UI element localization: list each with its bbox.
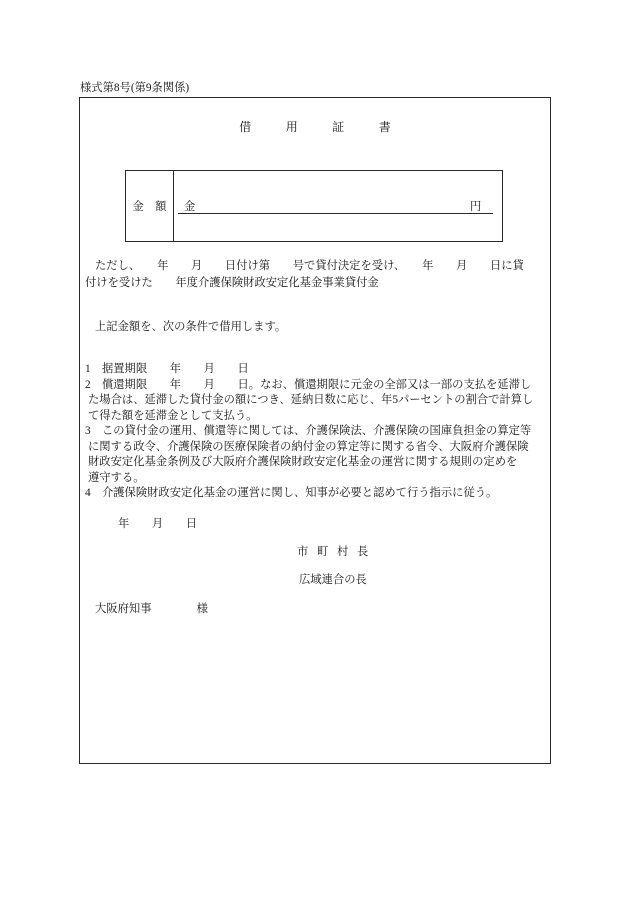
amount-box	[125, 170, 503, 242]
proviso-line: ただし、 年 月 日付け第 号で貸付決定を受け、 年 月 日に貸	[95, 260, 524, 272]
signatory-union-head: 広域連合の長	[299, 574, 367, 586]
condition-2-line: て得た額を延滞金として支払う。	[88, 409, 258, 422]
condition-3-line: 財政安定化基金条例及び大阪府介護保険財政安定化基金の運営に関する規則の定めを	[88, 456, 518, 468]
borrowing-statement: 上記金額を、次の条件で借用します。	[95, 321, 287, 333]
condition-1-line: 1 据置期限 年 月 日	[85, 363, 249, 375]
condition-3-line: 3 この貸付金の運用、償還等に関しては、介護保険法、介護保険の国庫負担金の算定等	[85, 425, 532, 437]
amount-prefix: 金	[184, 201, 196, 213]
condition-3-line: 遵守する。	[88, 471, 145, 484]
condition-2-line: 2 償還期限 年 月 日。なお、償還期限に元金の全部又は一部の支払を延滞し	[85, 378, 532, 391]
amount-divider	[173, 171, 174, 241]
proviso-line: 付けを受けた 年度介護保険財政安定化基金事業貸付金	[85, 277, 379, 289]
amount-underline	[178, 213, 493, 214]
signatory-municipality-head: 市 町 村 長	[297, 546, 367, 558]
addressee: 大阪府知事 様	[95, 603, 208, 615]
proviso-paragraph	[85, 258, 524, 292]
document-title: 借 用 証 書	[239, 120, 395, 134]
condition-3-line: に関する政令、介護保険の医療保険者の納付金の算定等に関する省令、大阪府介護保険	[88, 440, 529, 453]
conditions-list	[85, 362, 533, 502]
condition-2-line: た場合は、延滞した貸付金の額につき、延納日数に応じ、年5パーセントの割合で計算し	[88, 394, 534, 406]
amount-label: 金 額	[132, 201, 167, 213]
form-number: 様式第8号(第9条関係)	[80, 82, 190, 94]
condition-4-line: 4 介護保険財政安定化基金の運営に関し、知事が必要と認めて行う指示に従う。	[85, 487, 498, 499]
amount-unit: 円	[470, 201, 482, 213]
date-line: 年 月 日	[118, 518, 198, 530]
